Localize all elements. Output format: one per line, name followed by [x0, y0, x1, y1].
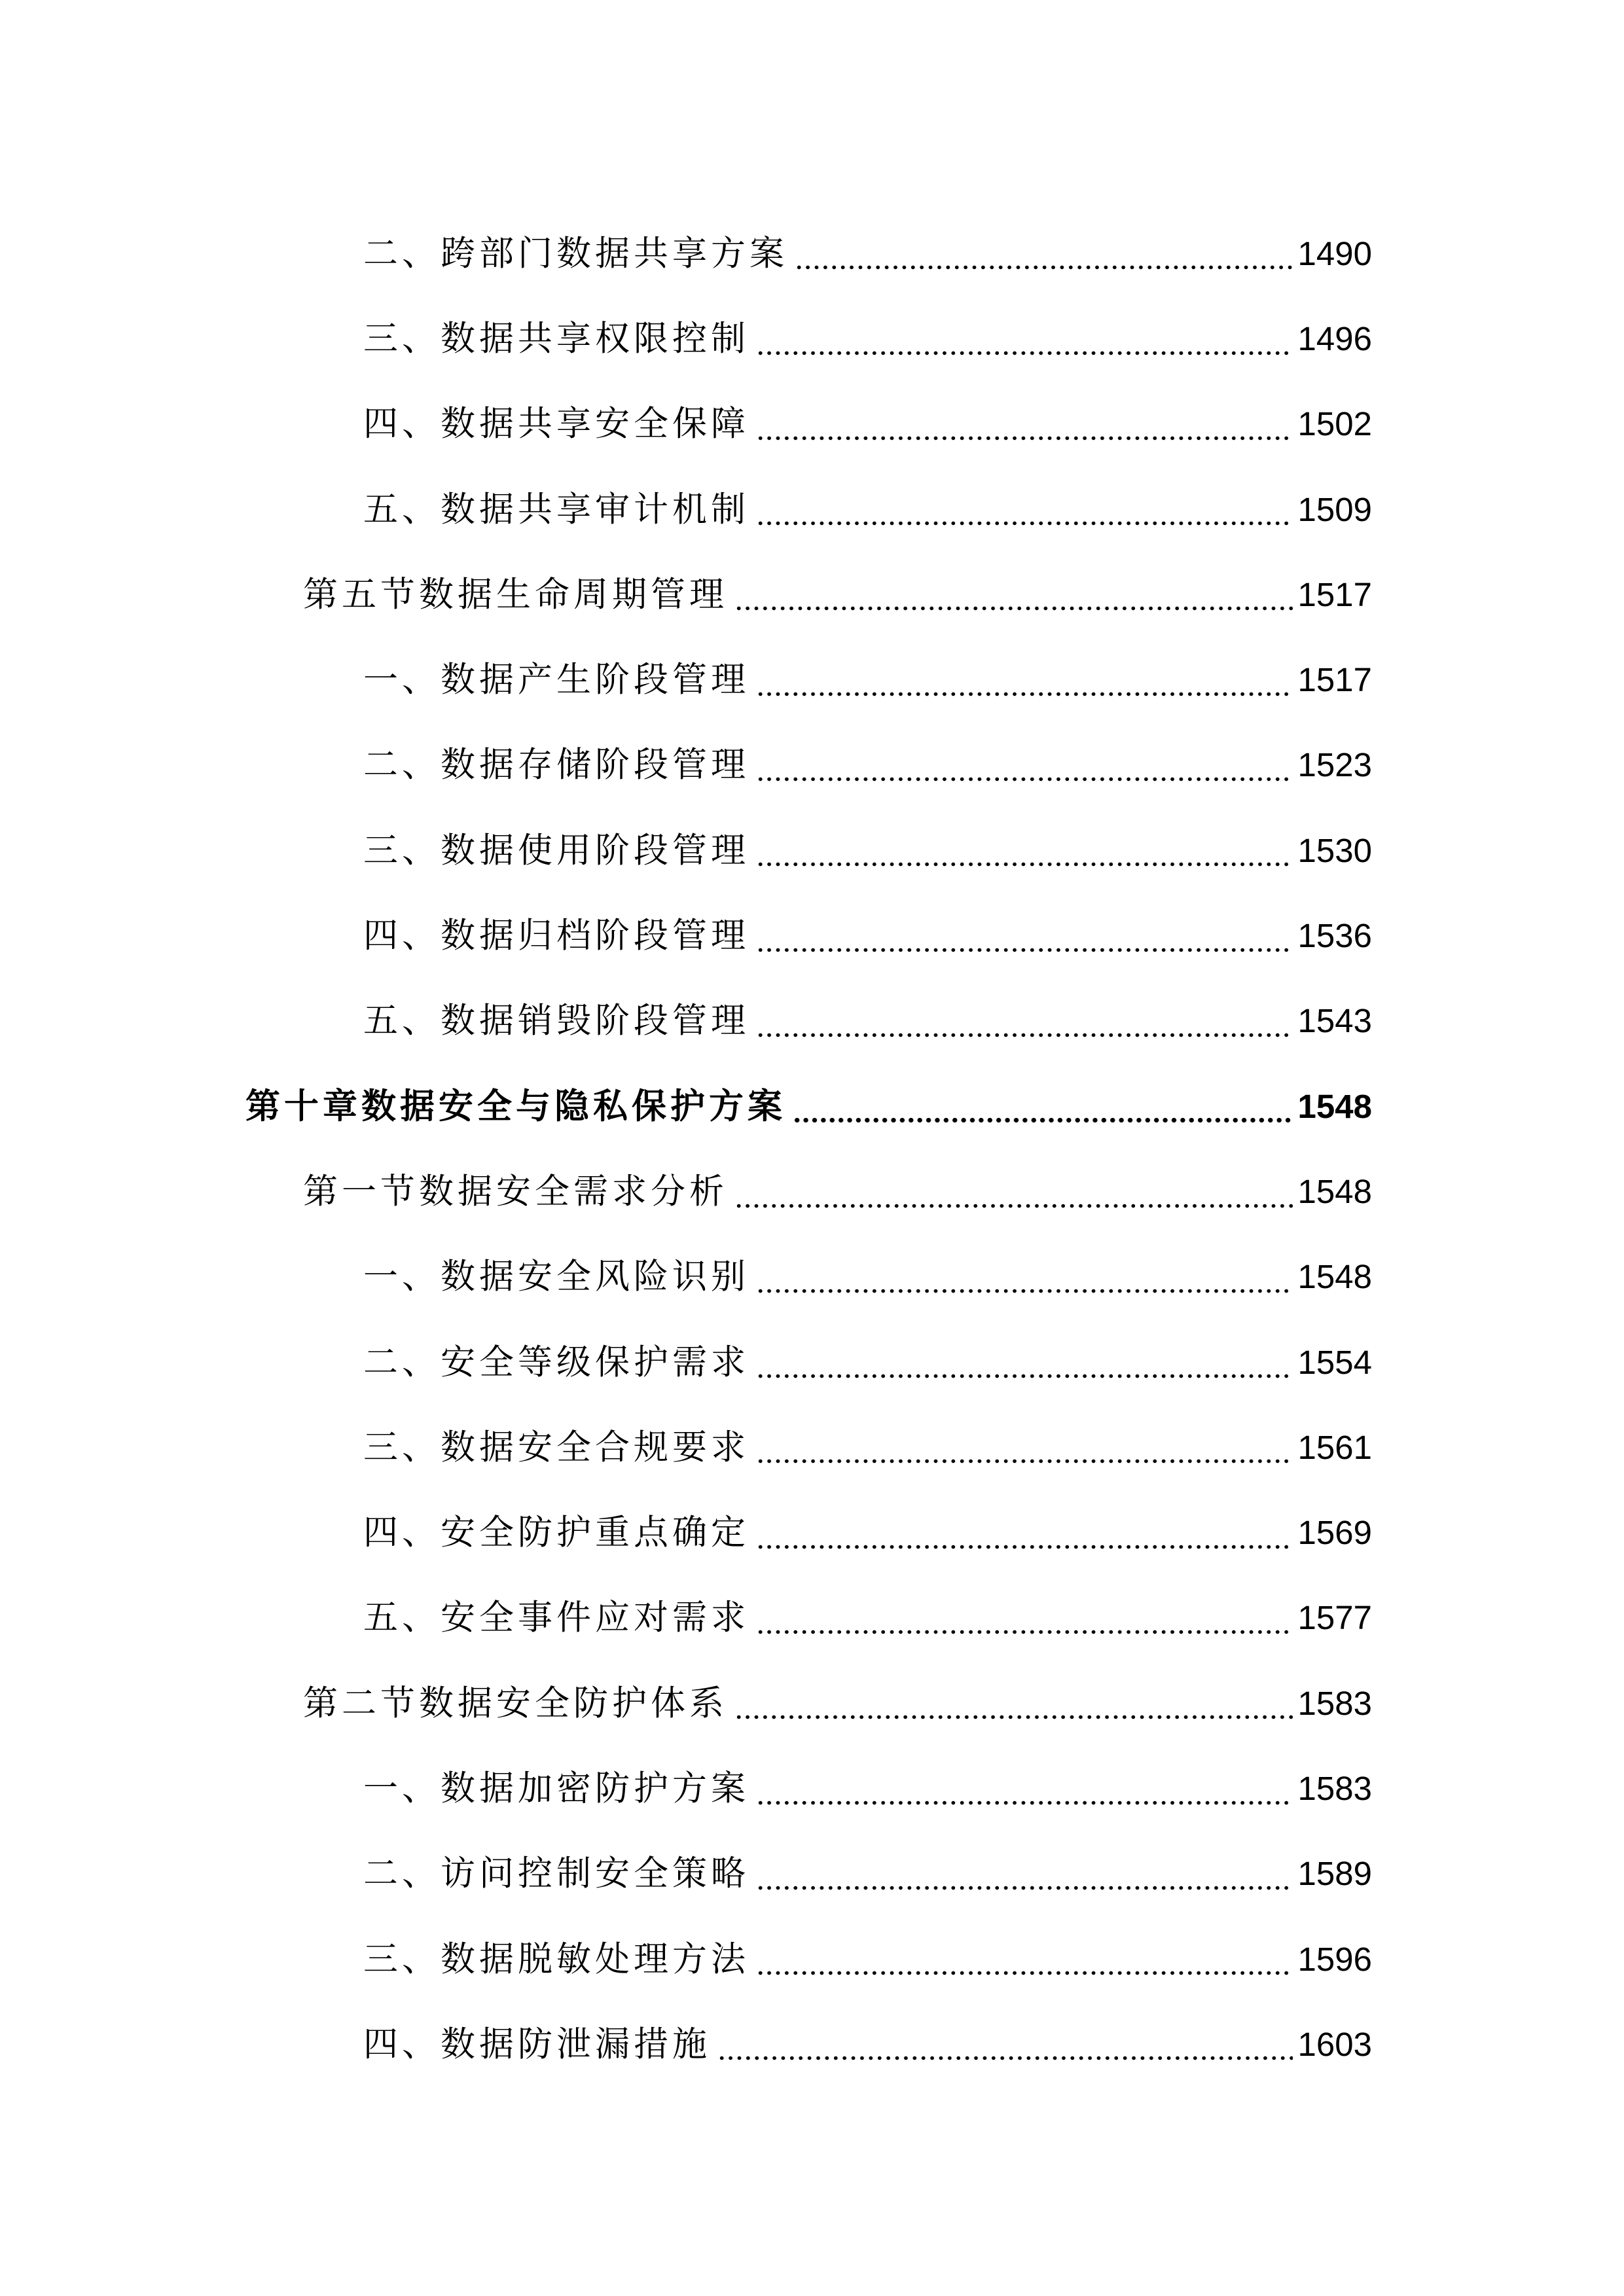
toc-entry[interactable]	[0, 1234, 1624, 1319]
toc-leader-dots	[756, 1005, 1293, 1039]
toc-entry-title: 二、访问控制安全策略	[363, 1854, 749, 1894]
toc-leader-dots	[756, 1346, 1293, 1381]
toc-entry-title: 三、数据使用阶段管理	[363, 830, 749, 870]
toc-entry[interactable]	[0, 978, 1624, 1064]
toc-entry[interactable]	[0, 1064, 1624, 1149]
toc-entry-title: 第五节数据生命周期管理	[303, 574, 728, 615]
toc-entry-title: 四、数据共享安全保障	[363, 404, 749, 444]
toc-leader-dots	[734, 579, 1293, 613]
toc-entry-page-number: 1569	[1297, 1514, 1372, 1552]
toc-entry[interactable]	[0, 1916, 1624, 2001]
toc-entry-title: 一、数据安全风险识别	[363, 1257, 749, 1297]
toc-entry-title: 三、数据安全合规要求	[363, 1427, 749, 1467]
toc-entry-page-number: 1517	[1297, 661, 1372, 699]
toc-entry[interactable]	[0, 467, 1624, 552]
toc-entry-page-number: 1577	[1297, 1599, 1372, 1637]
toc-leader-dots	[756, 1261, 1293, 1295]
toc-entry[interactable]	[0, 1746, 1624, 1831]
toc-entry-title: 三、数据脱敏处理方法	[363, 1939, 749, 1979]
toc-entry[interactable]	[0, 808, 1624, 893]
toc-entry-page-number: 1548	[1297, 1258, 1372, 1296]
toc-entry[interactable]	[0, 723, 1624, 808]
toc-entry-page-number: 1536	[1297, 917, 1372, 955]
toc-entry-title: 二、数据存储阶段管理	[363, 745, 749, 785]
toc-leader-dots	[756, 749, 1293, 783]
toc-leader-dots	[795, 238, 1293, 272]
toc-leader-dots	[734, 1175, 1293, 1210]
toc-entry[interactable]	[0, 211, 1624, 296]
toc-leader-dots	[793, 1090, 1293, 1125]
toc-entry-title: 五、数据共享审计机制	[363, 489, 749, 529]
toc-entry[interactable]	[0, 893, 1624, 978]
toc-leader-dots	[756, 920, 1293, 954]
toc-entry-page-number: 1554	[1297, 1343, 1372, 1381]
toc-leader-dots	[756, 323, 1293, 357]
toc-entry-page-number: 1603	[1297, 2025, 1372, 2063]
toc-entry[interactable]	[0, 552, 1624, 637]
toc-entry-page-number: 1583	[1297, 1684, 1372, 1722]
toc-leader-dots	[756, 664, 1293, 698]
toc-entry[interactable]	[0, 1831, 1624, 1916]
toc-entry-title: 四、数据防泄漏措施	[363, 2024, 711, 2064]
toc-entry-title: 一、数据产生阶段管理	[363, 660, 749, 700]
toc-entry-title: 四、数据归档阶段管理	[363, 916, 749, 956]
table-of-contents	[0, 211, 1624, 2087]
toc-entry[interactable]	[0, 1490, 1624, 1575]
toc-entry-title: 五、安全事件应对需求	[363, 1598, 749, 1638]
toc-entry-page-number: 1583	[1297, 1769, 1372, 1807]
toc-leader-dots	[756, 1431, 1293, 1466]
toc-entry-page-number: 1548	[1297, 1087, 1372, 1125]
toc-leader-dots	[756, 1857, 1293, 1892]
toc-entry-page-number: 1502	[1297, 405, 1372, 443]
toc-entry-page-number: 1523	[1297, 746, 1372, 784]
toc-leader-dots	[756, 1943, 1293, 1978]
toc-entry-title: 第一节数据安全需求分析	[303, 1171, 728, 1211]
toc-entry-page-number: 1543	[1297, 1002, 1372, 1040]
toc-entry-page-number: 1490	[1297, 234, 1372, 272]
toc-leader-dots	[756, 1516, 1293, 1551]
toc-entry[interactable]	[0, 2001, 1624, 2087]
toc-entry-title: 第二节数据安全防护体系	[303, 1683, 728, 1723]
toc-entry-title: 五、数据销毁阶段管理	[363, 1001, 749, 1041]
toc-leader-dots	[756, 493, 1293, 528]
toc-entry[interactable]	[0, 1575, 1624, 1660]
toc-leader-dots	[717, 2028, 1293, 2063]
toc-entry[interactable]	[0, 1660, 1624, 1746]
toc-entry[interactable]	[0, 382, 1624, 467]
toc-entry-page-number: 1596	[1297, 1940, 1372, 1978]
toc-entry-title: 三、数据共享权限控制	[363, 318, 749, 359]
toc-entry-page-number: 1517	[1297, 575, 1372, 613]
toc-entry-page-number: 1589	[1297, 1855, 1372, 1893]
toc-leader-dots	[734, 1687, 1293, 1722]
toc-leader-dots	[756, 1772, 1293, 1807]
toc-leader-dots	[756, 408, 1293, 442]
toc-leader-dots	[756, 1602, 1293, 1636]
toc-entry-page-number: 1561	[1297, 1428, 1372, 1466]
toc-entry[interactable]	[0, 1405, 1624, 1490]
toc-entry[interactable]	[0, 1149, 1624, 1234]
toc-entry-page-number: 1530	[1297, 831, 1372, 869]
toc-entry[interactable]	[0, 637, 1624, 722]
toc-entry-page-number: 1548	[1297, 1172, 1372, 1210]
toc-entry-title: 二、跨部门数据共享方案	[363, 233, 788, 274]
toc-entry-title: 四、安全防护重点确定	[363, 1513, 749, 1553]
toc-leader-dots	[756, 834, 1293, 869]
toc-entry-page-number: 1509	[1297, 490, 1372, 528]
toc-entry-title: 第十章数据安全与隐私保护方案	[245, 1086, 786, 1126]
toc-entry-title: 一、数据加密防护方案	[363, 1768, 749, 1808]
toc-entry-page-number: 1496	[1297, 319, 1372, 357]
toc-entry-title: 二、安全等级保护需求	[363, 1342, 749, 1382]
toc-entry[interactable]	[0, 296, 1624, 381]
toc-entry[interactable]	[0, 1319, 1624, 1405]
